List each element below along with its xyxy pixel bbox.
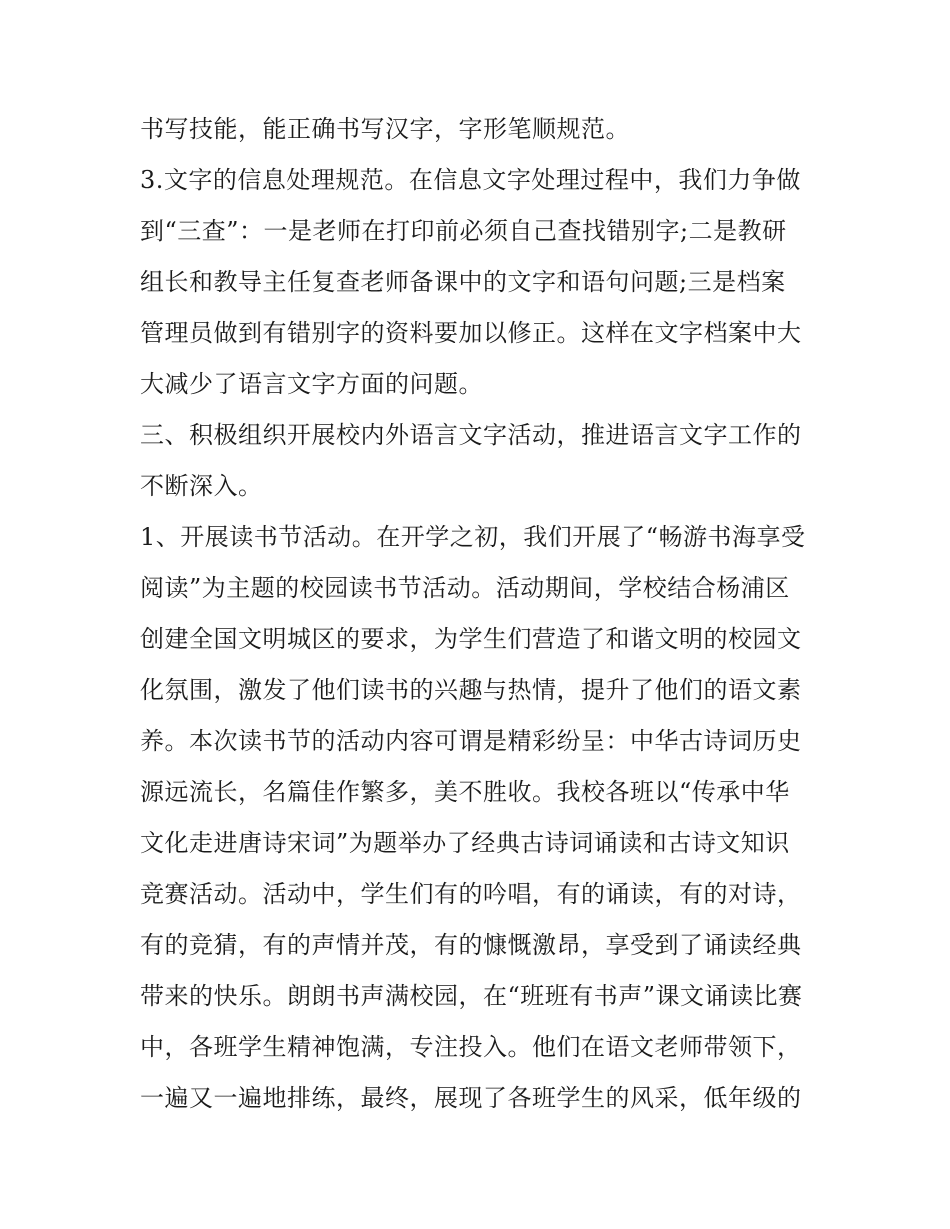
text-line: 有的竞猜，有的声情并茂，有的慷慨激昂，享受到了诵读经典 [140,931,802,959]
text-line: 一遍又一遍地排练，最终，展现了各班学生的风采，低年级的 [140,1084,802,1112]
text-line: 化氛围，激发了他们读书的兴趣与热情，提升了他们的语文素 [140,676,802,704]
section-heading: 三、积极组织开展校内外语言文字活动，推进语言文字工作的 [140,421,802,449]
text-line: 竞赛活动。活动中，学生们有的吟唱，有的诵读，有的对诗， [140,880,802,908]
text-line: 1、开展读书节活动。在开学之初，我们开展了“畅游书海享受 [140,523,806,551]
text-line: 到“三查”：一是老师在打印前必须自己查找错别字;二是教研 [140,217,787,245]
text-line: 3.文字的信息处理规范。在信息文字处理过程中，我们力争做 [140,166,801,194]
text-line: 管理员做到有错别字的资料要加以修正。这样在文字档案中大 [140,319,802,347]
text-line: 带来的快乐。朗朗书声满校园，在“班班有书声”课文诵读比赛 [140,982,803,1010]
text-line: 文化走进唐诗宋词”为题举办了经典古诗词诵读和古诗文知识 [140,829,790,857]
text-line: 组长和教导主任复查老师备课中的文字和语句问题;三是档案 [140,268,786,296]
text-line: 大减少了语言文字方面的问题。 [140,370,483,398]
section-heading-continued: 不断深入。 [140,472,263,500]
text-line: 养。本次读书节的活动内容可谓是精彩纷呈：中华古诗词历史 [140,727,802,755]
text-line: 阅读”为主题的校园读书节活动。活动期间，学校结合杨浦区 [140,574,790,602]
text-line: 源远流长，名篇佳作繁多，美不胜收。我校各班以“传承中华 [140,778,790,806]
text-line: 中，各班学生精神饱满，专注投入。他们在语文老师带领下， [140,1033,802,1061]
body-text [140,104,820,1124]
text-line: 书写技能，能正确书写汉字，字形笔顺规范。 [140,115,630,143]
text-line: 创建全国文明城区的要求，为学生们营造了和谐文明的校园文 [140,625,802,653]
